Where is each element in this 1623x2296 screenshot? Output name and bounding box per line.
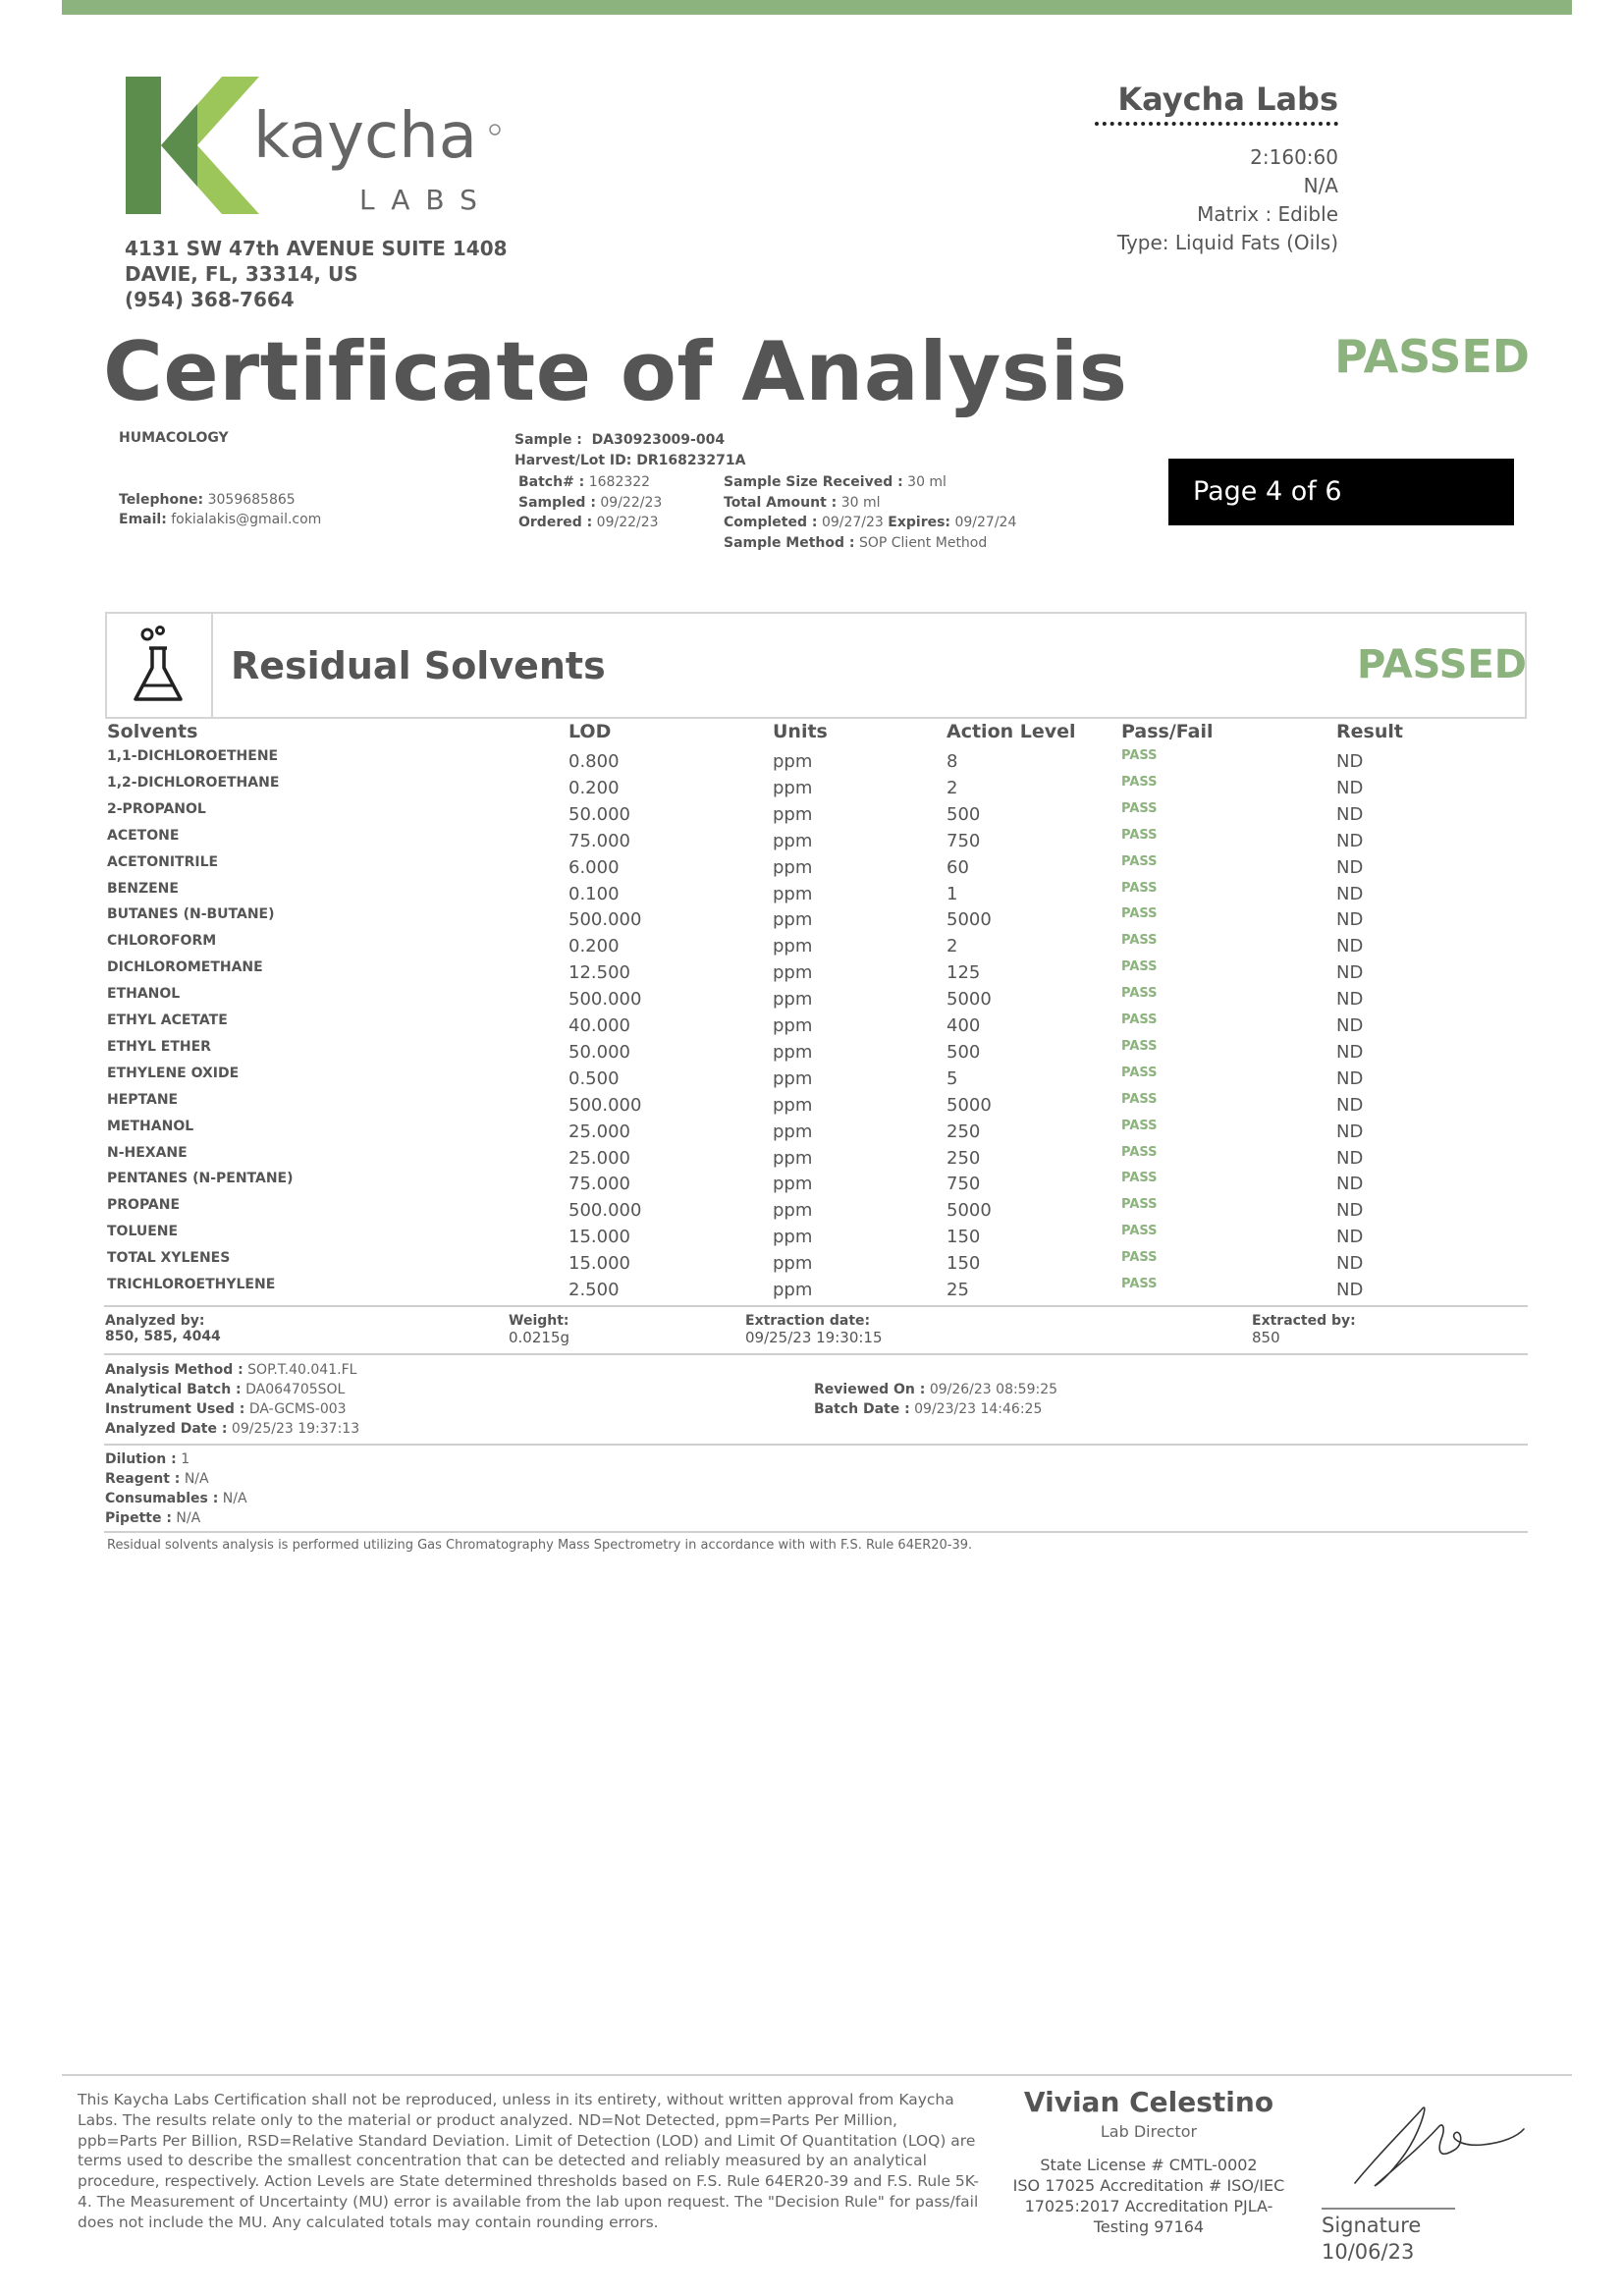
signature-block: Signature 10/06/23 [1322,2214,1422,2264]
svg-text:LABS: LABS [359,184,493,216]
lod-value: 500.000 [568,1094,642,1116]
extraction-date: Extraction date: 09/25/23 19:30:15 [745,1313,883,1346]
col-solvents: Solvents [107,721,198,742]
lod-value: 25.000 [568,1147,630,1169]
solvent-name: TOTAL XYLENES [107,1250,231,1267]
solvent-name: METHANOL [107,1118,194,1134]
table-row [0,1171,1623,1197]
divider [104,1531,1528,1533]
result-value: ND [1336,856,1364,878]
result-value: ND [1336,936,1364,957]
table-row [0,828,1623,854]
solvent-name: ACETONITRILE [107,853,219,870]
units-value: ppm [773,1227,813,1248]
table-row [0,1012,1623,1039]
action-level-value: 150 [947,1227,981,1248]
director-name: Vivian Celestino [1023,2086,1274,2118]
result-value: ND [1336,989,1364,1011]
units-value: ppm [773,1253,813,1275]
lod-value: 15.000 [568,1227,630,1248]
action-level-value: 125 [947,962,981,984]
units-value: ppm [773,1041,813,1063]
units-value: ppm [773,883,813,904]
result-value: ND [1336,962,1364,984]
units-value: ppm [773,1174,813,1195]
pass-fail-value: PASS [1121,1091,1158,1107]
solvent-name: TRICHLOROETHYLENE [107,1277,276,1292]
table-row [0,775,1623,801]
pass-fail-value: PASS [1121,1250,1158,1266]
solvent-name: N-HEXANE [107,1144,188,1161]
table-row [0,1250,1623,1277]
units-value: ppm [773,856,813,878]
analysis-method-block: Analysis Method : SOP.T.40.041.FL Analytical Batch : DA064705SOL Instrument Used : DA-GCMS-003 Analyzed Date : 09/25/23 19:37:13 [105,1362,360,1437]
pass-fail-value: PASS [1121,1224,1158,1239]
solvent-name: 1,1-DICHLOROETHENE [107,748,279,764]
lod-value: 0.200 [568,777,620,798]
solvent-name: 2-PROPANOL [107,800,206,817]
action-level-value: 500 [947,1041,981,1063]
action-level-value: 750 [947,1174,981,1195]
result-value: ND [1336,803,1364,825]
pass-fail-value: PASS [1121,1144,1158,1160]
client-name: HUMACOLOGY [119,430,229,446]
sample-dates: Batch# : 1682322 Sampled : 09/22/23 Ordered : 09/22/23 [518,474,663,530]
units-value: ppm [773,1200,813,1222]
pass-fail-value: PASS [1121,1012,1158,1027]
product-info: 2:160:60 N/A Matrix : Edible Type: Liquid Fats (Oils) [1116,145,1338,254]
table-row [0,1277,1623,1303]
reagents-block: Dilution : 1 Reagent : N/A Consumables : N/A Pipette : N/A [105,1451,247,1526]
units-value: ppm [773,1015,813,1036]
director-title: Lab Director [1100,2122,1198,2141]
table-row [0,1224,1623,1250]
units-value: ppm [773,803,813,825]
lod-value: 2.500 [568,1280,620,1300]
lod-value: 0.200 [568,936,620,957]
lab-address: 4131 SW 47th AVENUE SUITE 1408 DAVIE, FL, 33314, US (954) 368-7664 [125,237,508,311]
units-value: ppm [773,777,813,798]
page-indicator: Page 4 of 6 [1168,459,1514,525]
solvent-name: 1,2-DICHLOROETHANE [107,774,280,791]
lod-value: 50.000 [568,1041,630,1063]
result-value: ND [1336,1067,1364,1089]
action-level-value: 5000 [947,1200,992,1222]
pass-fail-value: PASS [1121,774,1158,790]
result-value: ND [1336,777,1364,798]
col-action-level: Action Level [947,721,1076,742]
action-level-value: 150 [947,1253,981,1275]
action-level-value: 8 [947,751,958,772]
lod-value: 6.000 [568,856,620,878]
action-level-value: 25 [947,1280,969,1300]
pass-fail-value: PASS [1121,1277,1158,1291]
result-value: ND [1336,1174,1364,1195]
divider [104,1353,1528,1355]
units-value: ppm [773,751,813,772]
action-level-value: 5000 [947,989,992,1011]
flask-icon [124,625,192,705]
table-row [0,854,1623,881]
result-value: ND [1336,1094,1364,1116]
col-result: Result [1336,721,1403,742]
col-units: Units [773,721,828,742]
solvent-name: BENZENE [107,880,179,897]
units-value: ppm [773,830,813,851]
solvent-name: HEPTANE [107,1091,179,1108]
pass-fail-value: PASS [1121,800,1158,816]
table-row [0,1145,1623,1172]
units-value: ppm [773,909,813,931]
table-row [0,986,1623,1012]
lod-value: 500.000 [568,989,642,1011]
analyzed-by: Analyzed by: 850, 585, 4044 [105,1313,221,1344]
action-level-value: 400 [947,1015,981,1036]
document-title: Certificate of Analysis [103,324,1128,419]
action-level-value: 250 [947,1147,981,1169]
result-value: ND [1336,751,1364,772]
col-pass-fail: Pass/Fail [1121,721,1214,742]
units-value: ppm [773,1067,813,1089]
units-value: ppm [773,1121,813,1142]
action-level-value: 5 [947,1067,958,1089]
pass-fail-value: PASS [1121,880,1158,896]
col-lod: LOD [568,721,612,742]
solvent-name: DICHLOROMETHANE [107,959,263,976]
solvent-name: TOLUENE [107,1224,179,1240]
result-value: ND [1336,1227,1364,1248]
lod-value: 0.100 [568,883,620,904]
table-row [0,881,1623,907]
result-value: ND [1336,1015,1364,1036]
lab-director [992,2086,1306,2237]
result-value: ND [1336,830,1364,851]
lab-name: Kaycha Labs [1117,81,1338,118]
solvent-name: ACETONE [107,827,180,844]
lod-value: 0.500 [568,1067,620,1089]
pass-fail-value: PASS [1121,1065,1158,1080]
lod-value: 40.000 [568,1015,630,1036]
action-level-value: 60 [947,856,969,878]
solvent-name: ETHYL ACETATE [107,1012,228,1028]
lod-value: 12.500 [568,962,630,984]
action-level-value: 2 [947,777,958,798]
action-level-value: 2 [947,936,958,957]
signature-line [1322,2208,1455,2210]
result-value: ND [1336,909,1364,931]
lod-value: 75.000 [568,1174,630,1195]
units-value: ppm [773,936,813,957]
table-row [0,1066,1623,1092]
solvent-name: ETHYL ETHER [107,1038,211,1055]
extracted-by: Extracted by: 850 [1252,1313,1356,1346]
action-level-value: 750 [947,830,981,851]
pass-fail-value: PASS [1121,827,1158,843]
lod-value: 0.800 [568,751,620,772]
overall-status: PASSED [1334,330,1530,383]
result-value: ND [1336,1200,1364,1222]
disclaimer: This Kaycha Labs Certification shall not be reproduced, unless in its entirety, without written approval from Kaycha Labs. The results relate only to the material or product analyzed. ND=Not Detected, ppm=Parts Per Million, ppb=Parts Per Billion, RSD=Relative Standard Deviation. Limit of Detection (LOD) and Limit Of Quantitation (LOQ) are terms used to describe the smallest concentration that can be detected and reliably measured by an analytical procedure, respectively. Action Levels are State determined thresholds based on F.S. Rule 64ER20-39 and F.S. Rule 5K-4. The Measurement of Uncertainty (MU) error is available from the lab upon request. The "Decision Rule" for pass/fail does not include the MU. Any calculated totals may contain rounding errors. [78,2091,979,2231]
solvent-name: PROPANE [107,1197,181,1214]
action-level-value: 500 [947,803,981,825]
pass-fail-value: PASS [1121,959,1158,975]
lod-value: 50.000 [568,803,630,825]
footer-divider [62,2074,1572,2076]
action-level-value: 250 [947,1121,981,1142]
signature-image [1345,2090,1532,2198]
table-row [0,748,1623,775]
result-value: ND [1336,1280,1364,1300]
table-row [0,801,1623,828]
result-value: ND [1336,1121,1364,1142]
pass-fail-value: PASS [1121,748,1158,763]
section-title: Residual Solvents [231,644,606,687]
table-row [0,1197,1623,1224]
pass-fail-value: PASS [1121,853,1158,869]
lod-value: 15.000 [568,1253,630,1275]
lod-value: 25.000 [568,1121,630,1142]
sample-details: Sample Size Received : 30 ml Total Amount : 30 ml Completed : 09/27/23 Expires: 09/27/24 Sample Method : SOP Client Method [724,474,1017,551]
table-row [0,933,1623,959]
weight: Weight: 0.0215g [509,1313,570,1346]
table-row [0,1092,1623,1119]
solvent-name: CHLOROFORM [107,933,217,950]
pass-fail-value: PASS [1121,933,1158,949]
units-value: ppm [773,962,813,984]
result-value: ND [1336,1147,1364,1169]
solvent-name: ETHYLENE OXIDE [107,1065,240,1081]
section-status: PASSED [1357,642,1527,687]
pass-fail-value: PASS [1121,1171,1158,1186]
units-value: ppm [773,1147,813,1169]
divider [104,1305,1528,1307]
units-value: ppm [773,1094,813,1116]
method-note: Residual solvents analysis is performed utilizing Gas Chromatography Mass Spectrometry in accordance with with F.S. Rule 64ER20-39. [107,1538,973,1553]
action-level-value: 5000 [947,909,992,931]
action-level-value: 1 [947,883,958,904]
svg-text:kaycha: kaycha [253,100,477,173]
review-block: Reviewed On : 09/26/23 08:59:25 Batch Date : 09/23/23 14:46:25 [814,1382,1058,1417]
table-row [0,1039,1623,1066]
result-value: ND [1336,1253,1364,1275]
units-value: ppm [773,1280,813,1300]
table-row [0,906,1623,933]
kaycha-logo [124,77,516,219]
pass-fail-value: PASS [1121,906,1158,922]
result-value: ND [1336,883,1364,904]
units-value: ppm [773,989,813,1011]
pass-fail-value: PASS [1121,1038,1158,1054]
client-contact: Telephone: 3059685865 Email: fokialakis@gmail.com [119,492,322,527]
pass-fail-value: PASS [1121,1118,1158,1133]
license-info: State License # CMTL-0002 ISO 17025 Accreditation # ISO/IEC 17025:2017 Accreditation PJLA- Testing 97164 [1012,2156,1285,2236]
solvent-name: PENTANES (N-PENTANE) [107,1171,294,1187]
solvent-name: ETHANOL [107,986,181,1003]
table-row [0,959,1623,986]
solvent-name: BUTANES (N-BUTANE) [107,906,275,923]
dotted-divider [1095,122,1338,126]
lod-value: 500.000 [568,909,642,931]
lod-value: 75.000 [568,830,630,851]
lod-value: 500.000 [568,1200,642,1222]
pass-fail-value: PASS [1121,986,1158,1002]
result-value: ND [1336,1041,1364,1063]
divider [104,1444,1528,1446]
pass-fail-value: PASS [1121,1197,1158,1213]
table-row [0,1119,1623,1145]
top-accent-bar [62,0,1572,15]
action-level-value: 5000 [947,1094,992,1116]
sample-ids: Sample : DA30923009-004 Harvest/Lot ID: DR16823271A [514,432,746,468]
